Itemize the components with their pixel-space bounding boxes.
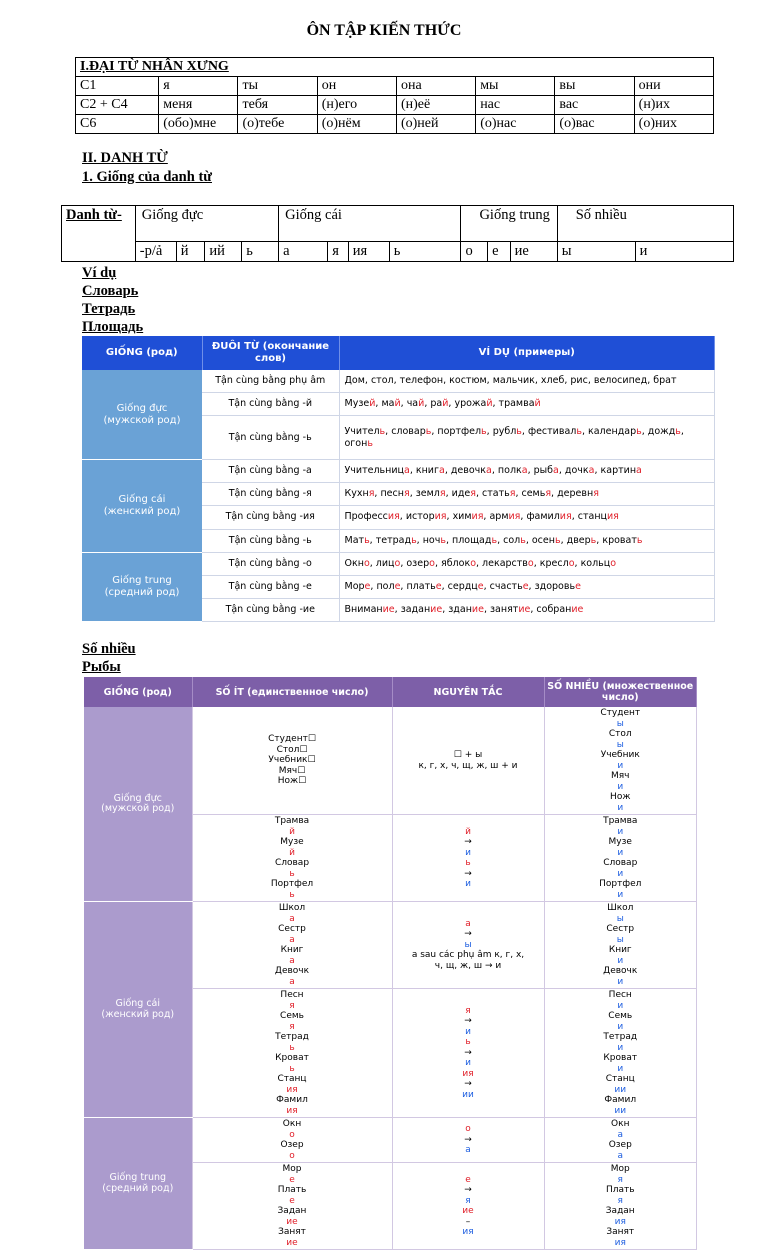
plural-plural-item: Книг и xyxy=(608,945,632,966)
pronoun-form: (н)их xyxy=(634,96,713,115)
plural-singular-cell xyxy=(192,815,392,902)
plural-plural-item: Фамил ии xyxy=(604,1095,637,1116)
plural-singular-item: Девочк а xyxy=(274,966,310,987)
pronoun-form: ты xyxy=(238,77,317,96)
plural-plural-cell xyxy=(544,707,697,815)
plural-singular-item: Учебник☐ xyxy=(268,755,316,766)
pronoun-form: тебя xyxy=(238,96,317,115)
plural-group-sub: (средний род) xyxy=(102,1182,174,1194)
gender-chart-row xyxy=(82,552,715,575)
ending-neut: ие xyxy=(510,242,557,262)
plural-rule-cell xyxy=(392,989,544,1118)
pronoun-form: мы xyxy=(476,77,555,96)
gender-ending: Tận cùng bằng -е xyxy=(202,575,339,598)
plural-singular-item: Окн о xyxy=(282,1119,302,1140)
gender-examples: Дом, стол, телефон, костюм, мальчик, хлеб, рис, велосипед, брат xyxy=(339,370,715,392)
plural-singular-cell xyxy=(192,707,392,815)
pronoun-row xyxy=(76,96,714,115)
gender-group-sub: (мужской род) xyxy=(103,414,181,426)
pronoun-form: (о)ней xyxy=(396,115,475,134)
gender-group-name: Giống đực xyxy=(116,402,168,414)
ending-fem: я xyxy=(328,242,348,262)
plural-plural-item: Стол ы xyxy=(608,729,632,750)
example-word: Тетрадь xyxy=(82,301,136,317)
plural-chart xyxy=(84,677,697,1248)
plural-singular-item: Музе й xyxy=(280,837,304,858)
fem-header: Giống cái xyxy=(279,206,461,242)
gender-examples: Окно, лицо, озеро, яблоко, лекарство, кресло, кольцо xyxy=(339,552,715,575)
plural-plural-item: Станц ии xyxy=(605,1074,635,1095)
plural-plural-item: Семь и xyxy=(608,1011,633,1032)
plural-plural-item: Озер а xyxy=(608,1140,632,1161)
plural-singular-item: Студент☐ xyxy=(268,734,316,745)
plural-example: Рыбы xyxy=(82,659,121,675)
plural-rule-item: ие – ия xyxy=(462,1206,474,1237)
plural-singular-item: Трамва й xyxy=(274,816,310,837)
gender-examples: Музей, май, чай, рай, урожай, трамвай xyxy=(339,392,715,415)
gender-group-cell xyxy=(82,370,202,460)
ending-plural: ы xyxy=(557,242,635,262)
plural-singular-cell xyxy=(192,902,392,989)
plural-singular-item: Стол☐ xyxy=(276,744,308,755)
noun-heading: II. DANH TỪ xyxy=(82,150,168,166)
pronoun-case: C6 xyxy=(76,115,159,134)
gender-ending: Tận cùng bằng -ие xyxy=(202,598,339,621)
example-label: Ví dụ xyxy=(82,265,117,281)
plural-plural-cell xyxy=(544,1163,697,1250)
gender-chart-row xyxy=(82,460,715,483)
pronoun-form: (о)нём xyxy=(317,115,396,134)
pronoun-row xyxy=(76,77,714,96)
plural-rule-item: ия → ии xyxy=(462,1068,474,1100)
plural-singular-item: Кроват ь xyxy=(275,1053,309,1074)
noun-subheading: 1. Giống của danh từ xyxy=(82,169,212,185)
gender-chart-row xyxy=(82,370,715,392)
plural-singular-item: Песн я xyxy=(280,990,304,1011)
plural-rule-cell xyxy=(392,707,544,815)
pronoun-case: C2 + C4 xyxy=(76,96,159,115)
plural-plural-item: Окн а xyxy=(611,1119,630,1140)
plural-singular-item: Мяч☐ xyxy=(278,765,306,776)
plural-rule-cell xyxy=(392,815,544,902)
plural-singular-item: Занят ие xyxy=(278,1227,306,1248)
plural-rule-item: ☐ + ы xyxy=(453,750,483,760)
plural-plural-item: Девочк и xyxy=(603,966,638,987)
pronoun-table xyxy=(75,57,714,134)
gender-group-name: Giống cái xyxy=(118,493,166,505)
plural-plural-cell xyxy=(544,815,697,902)
gender-chart-header: VÍ DỤ (примеры) xyxy=(339,336,715,370)
plural-singular-item: Словар ь xyxy=(274,858,310,879)
plural-rule-item: о → а xyxy=(464,1124,472,1156)
plural-rule-item: й → и xyxy=(464,826,472,858)
gender-examples: Кухня, песня, земля, идея, статья, семья, деревня xyxy=(339,483,715,506)
plural-rule-cell xyxy=(392,902,544,989)
ending-neut: е xyxy=(488,242,511,262)
pronoun-heading: I.ĐẠI TỪ NHÂN XƯNG xyxy=(76,58,714,77)
plural-group-name: Giống cái xyxy=(115,998,161,1009)
plural-plural-item: Портфел и xyxy=(599,879,642,900)
plural-rule-item: а sau các phụ âm к, г, х, xyxy=(411,950,525,961)
masc-header: Giống đực xyxy=(135,206,278,242)
ending-fem: ия xyxy=(348,242,389,262)
pronoun-form: я xyxy=(159,77,238,96)
gender-group-cell xyxy=(82,460,202,552)
plural-plural-item: Словар и xyxy=(603,858,638,879)
example-word: Словарь xyxy=(82,283,139,299)
plural-group-name: Giống trung xyxy=(109,1172,167,1183)
plural-rule-item: к, г, х, ч, щ, ж, ш + и xyxy=(418,760,518,771)
gender-chart-header: ĐUÔI TỪ (окончание слов) xyxy=(202,336,339,370)
plural-singular-item: Нож☐ xyxy=(277,776,307,787)
plural-plural-cell xyxy=(544,902,697,989)
plural-singular-item: Семь я xyxy=(280,1011,304,1032)
plural-plural-item: Тетрад и xyxy=(603,1032,638,1053)
plural-plural-item: Музе и xyxy=(608,837,632,858)
gender-chart xyxy=(82,336,715,622)
pronoun-form: он xyxy=(317,77,396,96)
gender-examples: Море, поле, платье, сердце, счастье, здоровье xyxy=(339,575,715,598)
plural-singular-item: Школ а xyxy=(278,903,306,924)
pronoun-form: вы xyxy=(555,77,634,96)
plural-singular-cell xyxy=(192,1163,392,1250)
gender-examples: Учительница, книга, девочка, полка, рыба, дочка, картина xyxy=(339,460,715,483)
plural-rule-item: ь → и xyxy=(464,1037,472,1069)
gender-group-sub: (средний род) xyxy=(104,586,180,598)
plural-singular-item: Тетрад ь xyxy=(275,1032,309,1053)
plural-chart-header: SỐ NHIỀU (множественное число) xyxy=(544,677,697,707)
gender-examples: Учитель, словарь, портфель, рубль, фестиваль, календарь, дождь, огонь xyxy=(339,415,715,459)
examples-block xyxy=(82,264,143,336)
pronoun-form: они xyxy=(634,77,713,96)
plural-singular-cell xyxy=(192,1118,392,1163)
plural-singular-cell xyxy=(192,989,392,1118)
plural-group-cell xyxy=(84,1118,192,1250)
ending-fem: а xyxy=(279,242,328,262)
noun-label: Danh từ- xyxy=(62,206,136,262)
pronoun-form: (н)её xyxy=(396,96,475,115)
plural-plural-item: Нож и xyxy=(610,792,631,813)
ending-neut: о xyxy=(461,242,488,262)
plural-chart-row xyxy=(84,902,697,989)
plural-rule-cell xyxy=(392,1163,544,1250)
pronoun-row xyxy=(76,115,714,134)
plural-plural-item: Песн и xyxy=(608,990,632,1011)
plural-heading: Số nhiều xyxy=(82,641,136,657)
pronoun-form: меня xyxy=(159,96,238,115)
plural-chart-row xyxy=(84,707,697,815)
plural-plural-item: Задан ия xyxy=(605,1206,635,1227)
plural-plural-item: Трамва и xyxy=(603,816,638,837)
gender-ending: Tận cùng bằng phụ âm xyxy=(202,370,339,392)
gender-ending: Tận cùng bằng -ь xyxy=(202,415,339,459)
plural-plural-item: Мор я xyxy=(610,1164,630,1185)
pronoun-form: (о)них xyxy=(634,115,713,134)
plural-rule-item: я → и xyxy=(464,1005,472,1037)
gender-group-cell xyxy=(82,552,202,621)
plural-header: Số nhiều xyxy=(557,206,733,242)
gender-group-sub: (женский род) xyxy=(103,505,181,517)
gender-group-name: Giống trung xyxy=(112,574,172,586)
plural-chart-header: GIỐNG (род) xyxy=(84,677,192,707)
plural-plural-item: Кроват и xyxy=(603,1053,638,1074)
plural-plural-item: Учебник и xyxy=(600,750,640,771)
plural-plural-item: Мяч и xyxy=(611,771,630,792)
plural-rule-item: е → я xyxy=(464,1174,472,1206)
plural-plural-item: Школ ы xyxy=(607,903,634,924)
plural-group-cell xyxy=(84,707,192,902)
pronoun-form: она xyxy=(396,77,475,96)
plural-singular-item: Сестр а xyxy=(278,924,306,945)
pronoun-case: C1 xyxy=(76,77,159,96)
ending-masc: -р/ả xyxy=(135,242,176,262)
plural-singular-item: Задан ие xyxy=(277,1206,307,1227)
plural-rule-item: а → ы xyxy=(464,918,472,950)
ending-masc: ь xyxy=(242,242,279,262)
plural-rule-cell xyxy=(392,1118,544,1163)
plural-plural-item: Студент ы xyxy=(600,708,641,729)
plural-singular-item: Фамил ия xyxy=(276,1095,308,1116)
pronoun-form: (н)его xyxy=(317,96,396,115)
plural-group-sub: (мужской род) xyxy=(101,803,175,814)
plural-singular-item: Портфел ь xyxy=(270,879,314,900)
gender-examples: Мать, тетрадь, ночь, площадь, соль, осень, дверь, кровать xyxy=(339,529,715,552)
plural-plural-item: Сестр ы xyxy=(606,924,635,945)
plural-singular-item: Озер о xyxy=(280,1140,304,1161)
pronoun-form: (о)вас xyxy=(555,115,634,134)
plural-rule-item: ь → и xyxy=(464,858,472,889)
plural-chart-row xyxy=(84,1118,697,1163)
ending-plural: и xyxy=(635,242,733,262)
plural-rule-item: ч, щ, ж, ш → и xyxy=(434,960,502,971)
plural-singular-item: Плать е xyxy=(277,1185,307,1206)
gender-chart-header: GIỐNG (род) xyxy=(82,336,202,370)
gender-ending-table xyxy=(61,205,734,262)
plural-group-cell xyxy=(84,902,192,1118)
pronoun-form: нас xyxy=(476,96,555,115)
plural-plural-item: Плать я xyxy=(605,1185,635,1206)
ending-fem: ь xyxy=(389,242,461,262)
ending-masc: ий xyxy=(205,242,242,262)
plural-chart-header: SỐ ÍT (единственное число) xyxy=(192,677,392,707)
gender-ending: Tận cùng bằng -а xyxy=(202,460,339,483)
pronoun-form: (обо)мне xyxy=(159,115,238,134)
plural-singular-item: Мор е xyxy=(282,1164,302,1185)
plural-plural-cell xyxy=(544,989,697,1118)
plural-group-name: Giống đực xyxy=(113,792,162,804)
gender-ending: Tận cùng bằng -й xyxy=(202,392,339,415)
gender-examples: Профессия, история, химия, армия, фамилия, станция xyxy=(339,506,715,529)
example-word: Площадь xyxy=(82,319,144,335)
plural-chart-header: NGUYÊN TẮC xyxy=(392,677,544,707)
plural-group-sub: (женский род) xyxy=(101,1008,175,1020)
pronoun-form: (о)нас xyxy=(476,115,555,134)
plural-plural-item: Занят ия xyxy=(606,1227,635,1248)
gender-examples: Внимание, задание, здание, занятие, собрание xyxy=(339,598,715,621)
page-title: ÔN TẬP KIẾN THỨC xyxy=(306,22,462,39)
gender-ending: Tận cùng bằng -ия xyxy=(202,506,339,529)
plural-singular-item: Книг а xyxy=(280,945,304,966)
pronoun-form: (о)тебе xyxy=(238,115,317,134)
gender-ending: Tận cùng bằng -о xyxy=(202,552,339,575)
pronoun-form: вас xyxy=(555,96,634,115)
neut-header: Giống trung xyxy=(461,206,557,242)
plural-singular-item: Станц ия xyxy=(277,1074,307,1095)
ending-masc: й xyxy=(176,242,205,262)
gender-ending: Tận cùng bằng -ь xyxy=(202,529,339,552)
gender-ending: Tận cùng bằng -я xyxy=(202,483,339,506)
plural-plural-cell xyxy=(544,1118,697,1163)
